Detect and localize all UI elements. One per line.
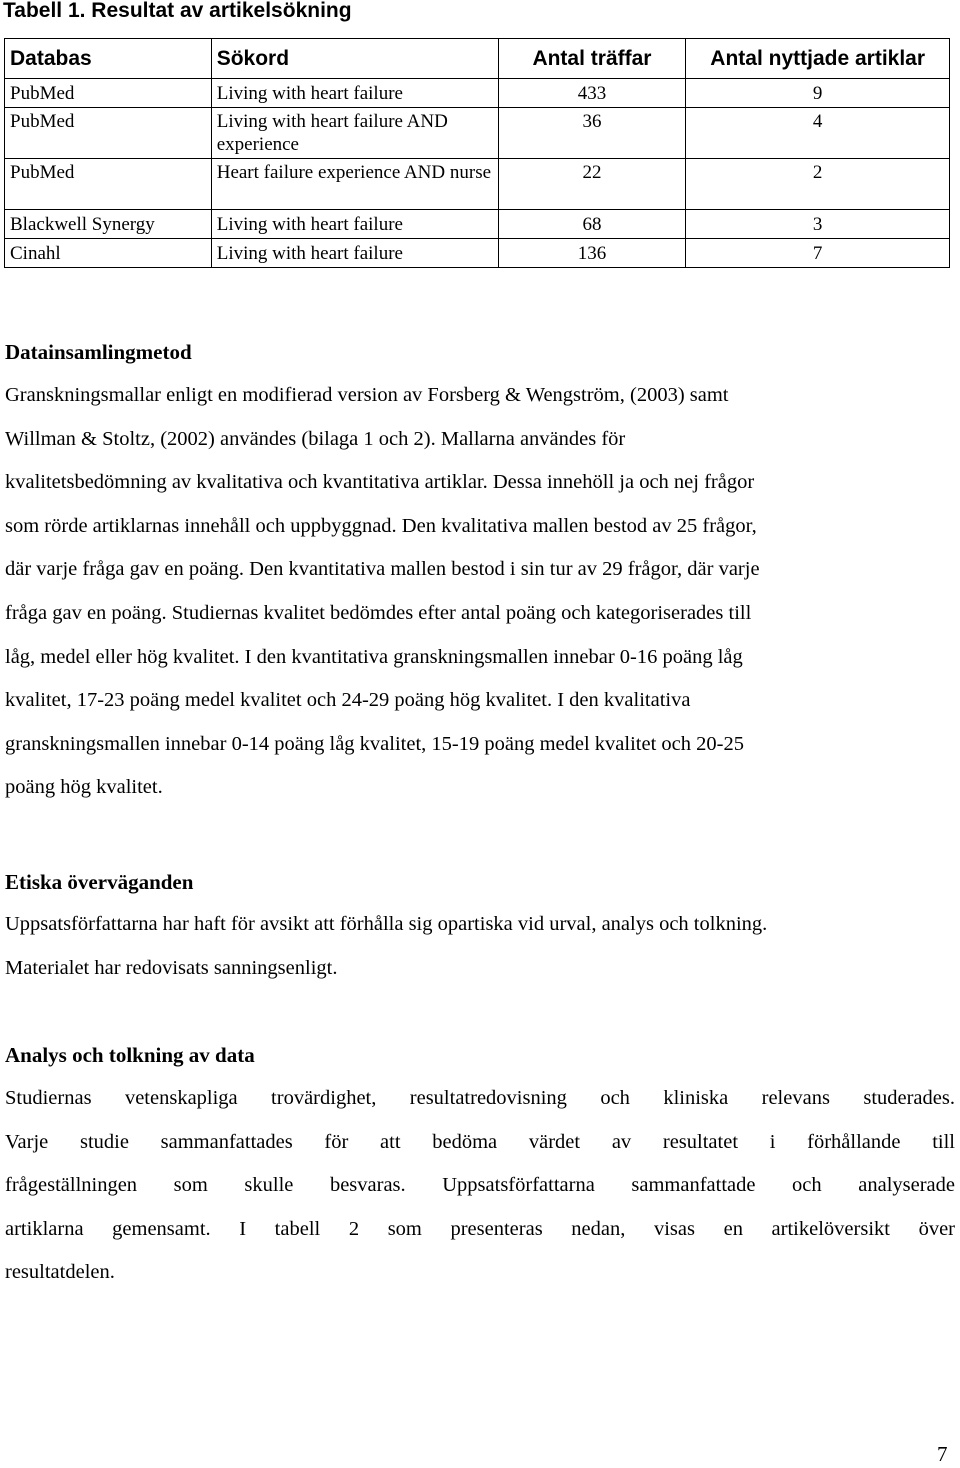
text-line: Materialet har redovisats sanningsenligt. xyxy=(5,956,338,979)
cell-traffar: 22 xyxy=(498,159,686,210)
text-line: Studiernas vetenskapliga trovärdighet, resultatredovisning och kliniska relevans studerades. xyxy=(5,1087,955,1109)
cell-nyttjade: 2 xyxy=(686,159,950,210)
table-row xyxy=(5,159,950,210)
cell-sokord: Living with heart failure AND experience xyxy=(211,108,498,159)
text-line: Uppsatsförfattarna har haft för avsikt att förhålla sig opartiska vid urval, analys och tolkning. xyxy=(5,913,768,935)
section-heading-analys: Analys och tolkning av data xyxy=(5,1043,255,1067)
cell-sokord: Living with heart failure xyxy=(211,210,498,239)
header-sokord: Sökord xyxy=(211,39,498,79)
text-line: Varje studie sammanfattades för att bedöma värdet av resultatet i förhållande till xyxy=(5,1130,955,1153)
header-antal-nyttjade: Antal nyttjade artiklar xyxy=(686,39,950,79)
text-line: frågeställningen som skulle besvaras. Uppsatsförfattarna sammanfattade och analyserade xyxy=(5,1174,955,1197)
text-line: som rörde artiklarnas innehåll och uppbyggnad. Den kvalitativa mallen bestod av 25 frågor, xyxy=(5,514,757,537)
page-number: 7 xyxy=(937,1442,948,1466)
table-row xyxy=(5,79,950,108)
paragraph-analys xyxy=(5,1077,955,1295)
section-heading-datainsamling: Datainsamlingmetod xyxy=(5,340,192,364)
cell-traffar: 136 xyxy=(498,239,686,268)
cell-sokord: Heart failure experience AND nurse xyxy=(211,159,498,210)
cell-databas: Blackwell Synergy xyxy=(5,210,212,239)
table-row xyxy=(5,108,950,159)
cell-nyttjade: 4 xyxy=(686,108,950,159)
cell-traffar: 433 xyxy=(498,79,686,108)
text-line: Granskningsmallar enligt en modifierad version av Forsberg & Wengström, (2003) samt xyxy=(5,384,729,406)
cell-traffar: 36 xyxy=(498,108,686,159)
paragraph-etiska xyxy=(5,903,957,990)
header-antal-traffar: Antal träffar xyxy=(498,39,686,79)
paragraph-datainsamling xyxy=(5,374,957,810)
text-line: artiklarna gemensamt. I tabell 2 som presenteras nedan, visas en artikelöversikt över xyxy=(5,1217,955,1240)
text-line: fråga gav en poäng. Studiernas kvalitet bedömdes efter antal poäng och kategoriserades till xyxy=(5,601,752,624)
section-heading-etiska: Etiska överväganden xyxy=(5,870,194,894)
cell-databas: PubMed xyxy=(5,159,212,210)
cell-nyttjade: 9 xyxy=(686,79,950,108)
cell-sokord: Living with heart failure xyxy=(211,239,498,268)
text-line: kvalitet, 17-23 poäng medel kvalitet och 24-29 poäng hög kvalitet. I den kvalitativa xyxy=(5,689,691,712)
header-databas: Databas xyxy=(5,39,212,79)
cell-databas: PubMed xyxy=(5,108,212,159)
cell-nyttjade: 7 xyxy=(686,239,950,268)
table-row xyxy=(5,239,950,268)
text-line: där varje fråga gav en poäng. Den kvantitativa mallen bestod i sin tur av 29 frågor, där varje xyxy=(5,558,760,581)
cell-databas: Cinahl xyxy=(5,239,212,268)
text-line: låg, medel eller hög kvalitet. I den kvantitativa granskningsmallen innebar 0-16 poäng låg xyxy=(5,645,743,668)
text-line: resultatdelen. xyxy=(5,1261,115,1284)
cell-nyttjade: 3 xyxy=(686,210,950,239)
table-row xyxy=(5,210,950,239)
text-line: granskningsmallen innebar 0-14 poäng låg kvalitet, 15-19 poäng medel kvalitet och 20-25 xyxy=(5,732,744,755)
cell-traffar: 68 xyxy=(498,210,686,239)
text-line: poäng hög kvalitet. xyxy=(5,776,163,799)
text-line: Willman & Stoltz, (2002) användes (bilaga 1 och 2). Mallarna användes för xyxy=(5,427,626,450)
table-caption: Tabell 1. Resultat av artikelsökning xyxy=(3,0,352,22)
text-line: kvalitetsbedömning av kvalitativa och kvantitativa artiklar. Dessa innehöll ja och nej frågor xyxy=(5,471,755,494)
cell-sokord: Living with heart failure xyxy=(211,79,498,108)
cell-databas: PubMed xyxy=(5,79,212,108)
search-results-table xyxy=(4,38,950,268)
table-header-row xyxy=(5,39,950,79)
